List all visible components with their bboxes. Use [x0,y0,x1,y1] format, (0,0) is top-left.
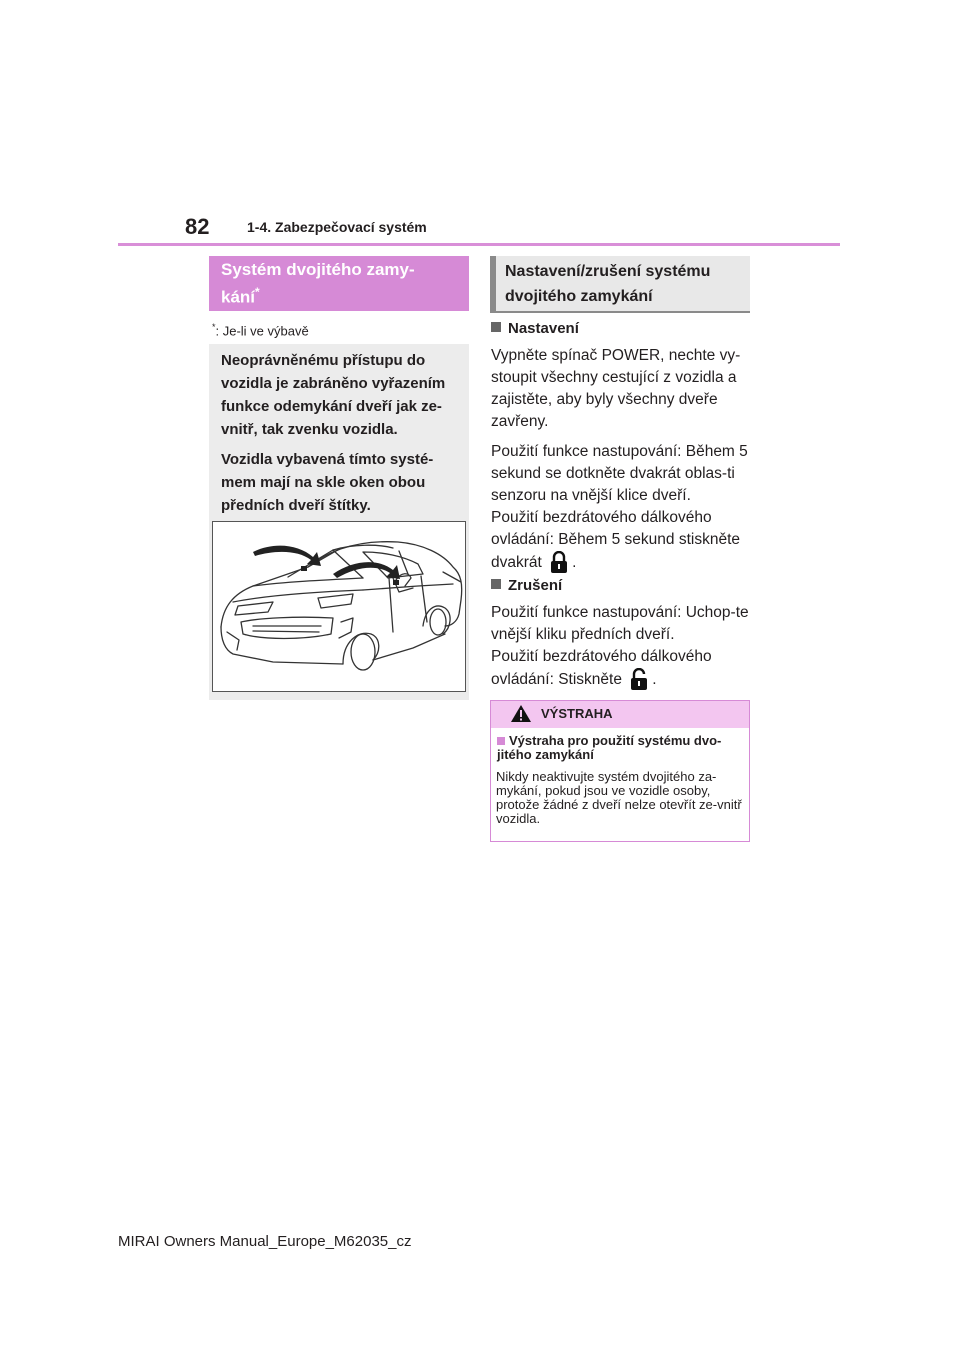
car-drawing [213,522,465,691]
right-section-title: Nastavení/zrušení systému dvojitého zamykání [490,256,750,313]
left-section-title [209,256,469,311]
cancel-heading [491,577,562,594]
cancel-paragraph-2 [491,646,753,697]
warning-title: VÝSTRAHA [541,706,613,721]
warning-text: Nikdy neaktivujte systém dvojitého za-mykání, pokud jsou ve vozidle osoby, protože žádné z dveří nelze otevřít ze-vnitř vozidla. [496,769,742,826]
page-number: 82 [185,214,210,239]
set-heading [491,320,579,337]
square-bullet-icon [491,322,501,332]
warning-subtitle-text: Výstraha pro použití systému dvo-jitého zamykání [497,733,722,762]
set-paragraph-3-end: . [572,554,577,571]
header-rule [118,243,840,246]
warning-triangle-icon [510,704,532,728]
set-body [491,345,753,588]
square-bullet-icon [491,579,501,589]
footnote [212,322,309,338]
footnote-text: : Je-li ve výbavě [215,323,309,339]
footer-text: MIRAI Owners Manual_Europe_M62035_cz [118,1233,412,1250]
lock-icon [549,551,569,580]
section-title: 1-4. Zabezpečovací systém [247,219,427,235]
cancel-paragraph-2-text: Použití bezdrátového dálkového ovládání: Stiskněte [491,648,712,688]
footnote-mark: * [212,322,216,332]
intro-box [209,344,469,518]
intro-paragraph-2: Vozidla vybavená tímto systé-mem mají na skle oken obou předních dveří štítky. [221,451,434,514]
warning-subtitle [497,734,747,762]
unlock-icon [629,668,649,697]
set-paragraph-3-text: Použití bezdrátového dálkového ovládání: Během 5 sekund stiskněte dvakrát [491,509,741,571]
left-title-line1: Systém dvojitého zamy- [221,260,415,279]
square-bullet-icon [497,737,505,745]
cancel-heading-text: Zrušení [508,577,563,594]
set-paragraph-2: Použití funkce nastupování: Během 5 sekund se dotkněte dvakrát oblas-ti senzoru na vnější klice dveří. [491,443,748,504]
arrow-icon-front-right [333,562,400,579]
set-heading-text: Nastavení [508,320,579,337]
intro-paragraph-1: Neoprávněnému přístupu do vozidla je zabráněno vyřazením funkce odemykání dveří jak ze-vnitř, tak zvenku vozidla. [221,352,446,438]
set-paragraph-1: Vypněte spínač POWER, nechte vy-stoupit všechny cestující z vozidla a zajistěte, aby byly všechny dveře zavřeny. [491,347,741,430]
set-paragraph-3 [491,507,753,580]
car-illustration [212,521,466,692]
cancel-paragraph-2-end: . [652,671,657,688]
left-title-mark: * [255,285,260,299]
cancel-paragraph-1: Použití funkce nastupování: Uchop-te vnější kliku předních dveří. [491,604,749,643]
arrow-icon-front-left [253,546,321,566]
cancel-body [491,602,753,705]
left-title-line2: kání [221,287,256,307]
